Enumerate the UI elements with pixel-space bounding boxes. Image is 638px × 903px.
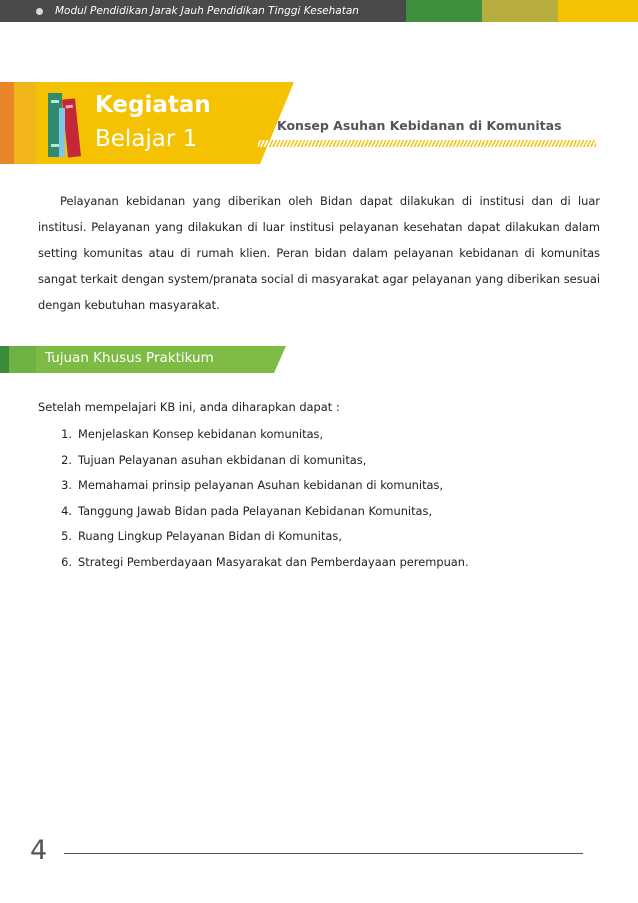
list-item [38, 524, 469, 550]
list-number: 5. [61, 529, 72, 543]
hatched-divider [258, 140, 596, 147]
page-number: 4 [30, 835, 48, 866]
list-number: 1. [61, 427, 72, 441]
list-number: 3. [61, 478, 72, 492]
intro-paragraph: Pelayanan kebidanan yang diberikan oleh Bidan dapat dilakukan di institusi dan di luar institusi. Pelayanan yang dilakukan di luar institusi pelayanan kesehatan dapat dilakukan dalam setting komunitas atau di rumah klien. Peran bidan dalam pelayanan kebidanan di komunitas sangat terkait dengan system/pranata social di masyarakat agar pelayanan yang diberikan sesuai dengan kebutuhan masyarakat. [38, 194, 600, 312]
list-text: Tujuan Pelayanan asuhan ekbidanan di komunitas, [78, 452, 367, 467]
kegiatan-title: Kegiatan [95, 92, 211, 118]
tujuan-dark-strip [0, 346, 9, 373]
page-header [0, 0, 638, 22]
list-text: Menjelaskan Konsep kebidanan komunitas, [78, 427, 324, 441]
header-title: Modul Pendidikan Jarak Jauh Pendidikan Tinggi Kesehatan [55, 5, 359, 17]
list-item [38, 448, 469, 474]
list-number: 2. [61, 452, 72, 467]
books-icon [44, 90, 88, 158]
list-item [38, 422, 469, 448]
footer-rule [64, 853, 583, 854]
kegiatan-subtitle: Belajar 1 [95, 126, 198, 152]
list-number: 6. [61, 554, 72, 569]
objectives-list [38, 422, 469, 575]
list-item [38, 550, 469, 576]
tujuan-light-strip [9, 346, 36, 373]
header-olive-block [482, 0, 558, 22]
banner-yellow-strip [14, 82, 36, 164]
list-item [38, 473, 469, 499]
list-text: Strategi Pemberdayaan Masyarakat dan Pemberdayaan perempuan. [78, 554, 469, 569]
banner-orange-strip [0, 82, 14, 164]
list-text: Memahamai prinsip pelayanan Asuhan kebidanan di komunitas, [78, 478, 444, 492]
header-green-block [406, 0, 482, 22]
list-text: Ruang Lingkup Pelayanan Bidan di Komunitas, [78, 529, 342, 543]
tujuan-heading: Tujuan Khusus Praktikum [45, 350, 214, 366]
bullet-icon [36, 8, 43, 15]
header-yellow-block [558, 0, 638, 22]
list-item [38, 499, 469, 525]
list-number: 4. [61, 503, 72, 518]
list-text: Tanggung Jawab Bidan pada Pelayanan Kebidanan Komunitas, [78, 503, 433, 518]
topic-title: Konsep Asuhan Kebidanan di Komunitas [277, 118, 562, 133]
header-dark-band [0, 0, 406, 22]
objectives-intro: Setelah mempelajari KB ini, anda diharapkan dapat : [38, 400, 340, 414]
